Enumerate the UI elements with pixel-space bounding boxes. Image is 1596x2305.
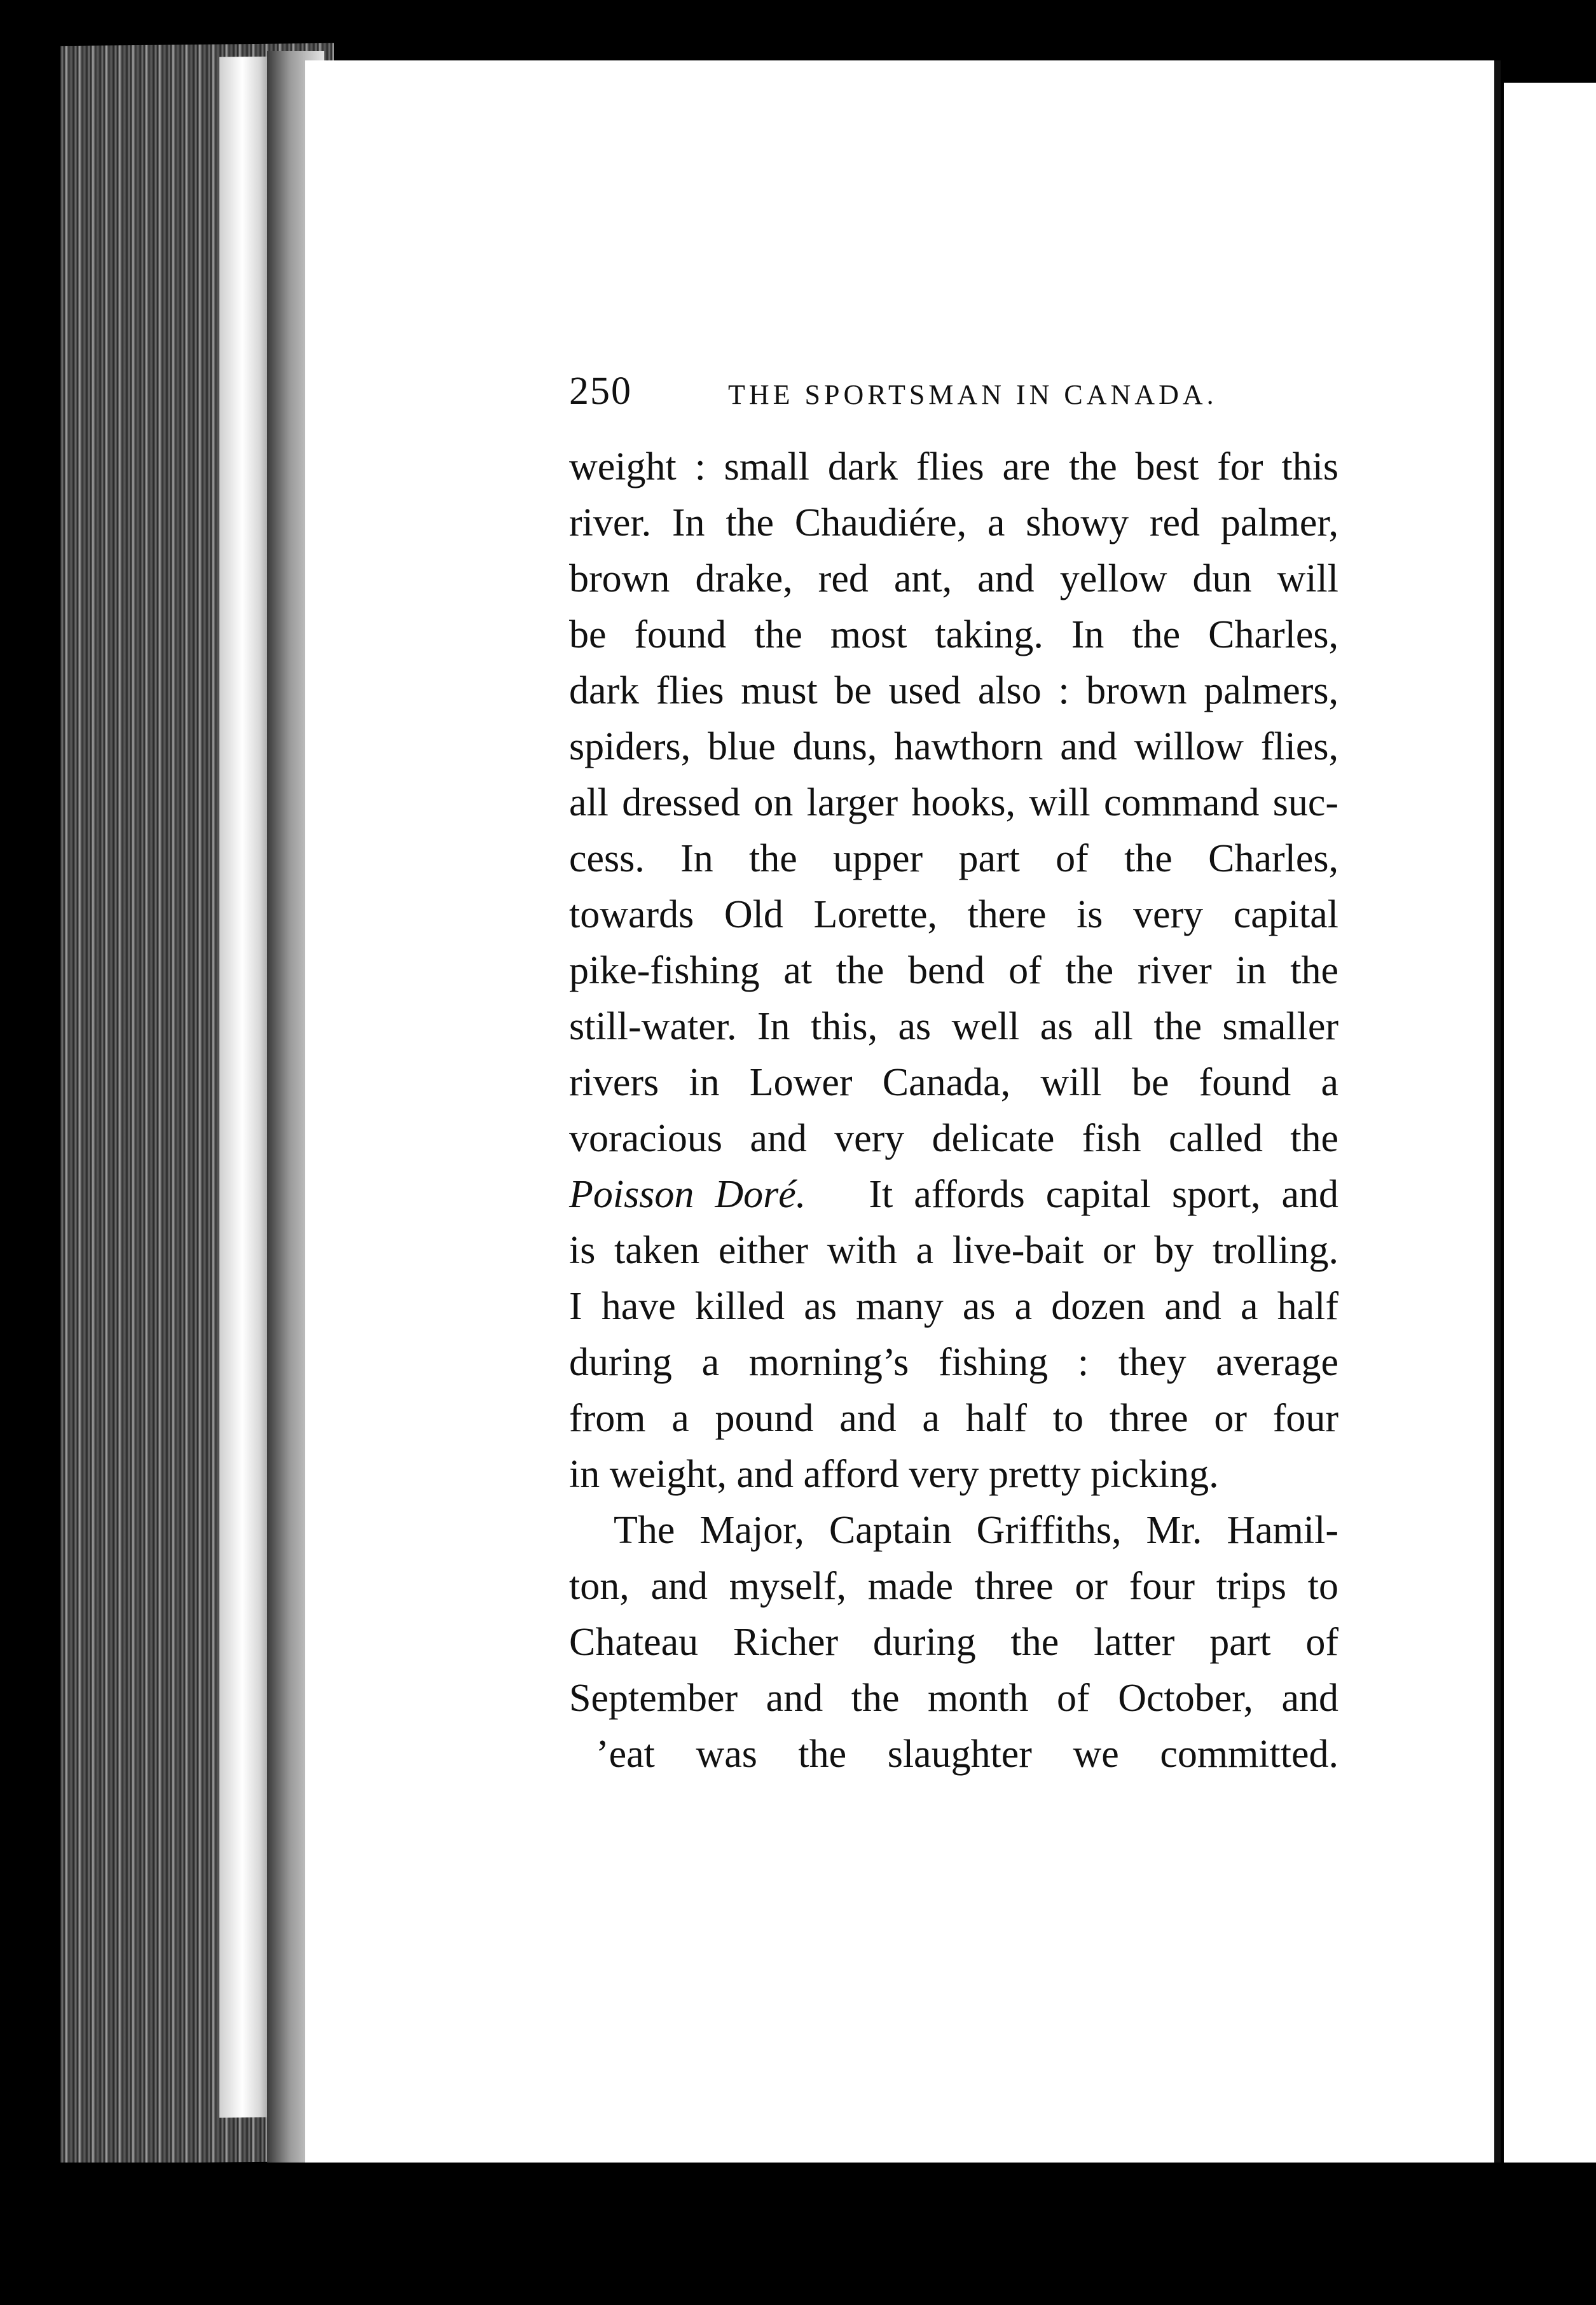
running-head bbox=[569, 369, 1338, 439]
text-line: September and the month of October, and bbox=[569, 1677, 1338, 1720]
running-title: THE SPORTSMAN IN CANADA. bbox=[728, 379, 1218, 410]
text-line: is taken either with a live-bait or by trolling. bbox=[569, 1229, 1338, 1272]
text-line: be found the most taking. In the Charles, bbox=[569, 613, 1338, 656]
text-line: from a pound and a half to three or four bbox=[569, 1397, 1338, 1440]
text-line: brown drake, red ant, and yellow dun will bbox=[569, 557, 1338, 600]
text-line: rivers in Lower Canada, will be found a bbox=[569, 1061, 1338, 1104]
background-shadow bbox=[60, 2163, 1596, 2305]
text-line: river. In the Chaudiére, a showy red palmer, bbox=[569, 501, 1338, 544]
text-line: cess. In the upper part of the Charles, bbox=[569, 837, 1338, 880]
text-line-with-italic bbox=[569, 1166, 1338, 1222]
page-text-block bbox=[569, 369, 1338, 1782]
text-line-remainder: It affords capital sport, and bbox=[869, 1173, 1338, 1216]
text-line: ton, and myself, made three or four trips to bbox=[569, 1565, 1338, 1608]
text-line: weight : small dark flies are the best for this bbox=[569, 445, 1338, 488]
facing-page-edge bbox=[1504, 83, 1596, 2182]
text-line: in weight, and afford very pretty picking. bbox=[569, 1453, 1219, 1496]
text-line: I have killed as many as a dozen and a half bbox=[569, 1285, 1338, 1328]
text-line: ’eat was the slaughter we committed. bbox=[596, 1733, 1338, 1776]
italic-fish-name: Poisson Doré. bbox=[569, 1173, 806, 1216]
text-line: during a morning’s fishing : they average bbox=[569, 1341, 1338, 1384]
text-line: towards Old Lorette, there is very capital bbox=[569, 893, 1338, 936]
text-line: The Major, Captain Griffiths, Mr. Hamil- bbox=[614, 1509, 1338, 1552]
text-line: voracious and very delicate fish called the bbox=[569, 1117, 1338, 1160]
text-line: Chateau Richer during the latter part of bbox=[569, 1621, 1338, 1664]
text-line: pike-fishing at the bend of the river in the bbox=[569, 949, 1338, 992]
text-line: spiders, blue duns, hawthorn and willow flies, bbox=[569, 725, 1338, 768]
text-line: dark flies must be used also : brown palmers, bbox=[569, 669, 1338, 712]
text-line: all dressed on larger hooks, will command suc- bbox=[569, 781, 1338, 824]
page-number: 250 bbox=[569, 370, 632, 413]
text-line: still-water. In this, as well as all the smaller bbox=[569, 1005, 1338, 1048]
